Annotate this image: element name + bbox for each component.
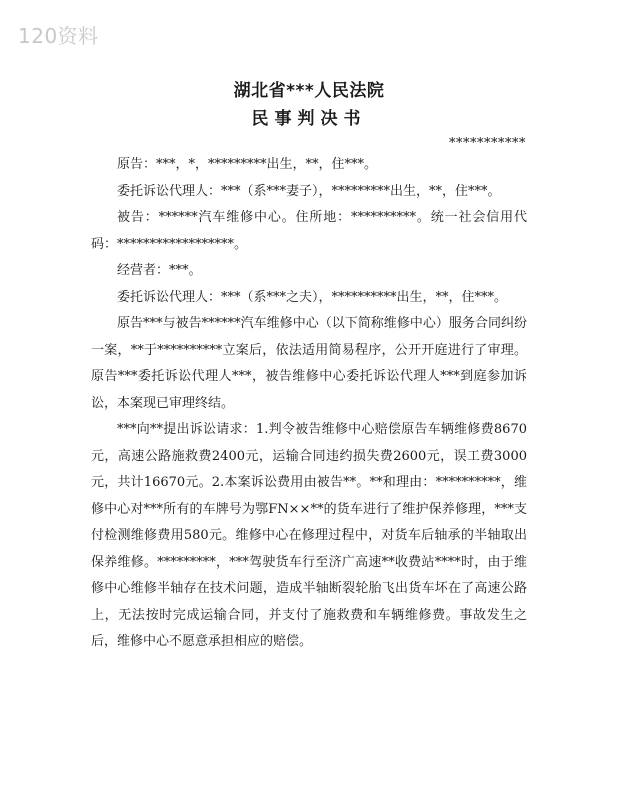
case-number: *********** <box>449 136 526 151</box>
document-title: 民事判决书 <box>251 109 367 129</box>
plaintiff-paragraph: 原告：***，*，*********出生，**，住***。 <box>117 157 378 172</box>
watermark-logo: 120资料 <box>18 24 99 48</box>
case-overview-paragraph: 原告***与被告******汽车维修中心（以下简称维修中心）服务合同纠纷一案，**于**********立案后，依法适用简易程序，公开开庭进行了审理。原告***委托诉讼代理人***，被告维修中心委托诉讼代理人***到庭参加诉讼，本案现已审理终结。 <box>91 316 527 411</box>
operator-paragraph: 经营者：***。 <box>117 263 202 278</box>
judgment-body <box>91 152 527 656</box>
defendant-agent-paragraph: 委托诉讼代理人：***（系***之夫），**********出生，**，住***。 <box>117 289 508 305</box>
court-title: 湖北省***人民法院 <box>233 81 385 101</box>
defendant-paragraph: 被告：******汽车维修中心。住所地：**********。统一社会信用代码：******************。 <box>91 210 527 252</box>
claims-paragraph: ***向**提出诉讼请求：1.判令被告维修中心赔偿原告车辆维修费8670元，高速公路施救费2400元，运输合同违约损失费2600元，误工费3000元，共计16670元。2.本案诉讼费用由被告**。**和理由：**********，维修中心对***所有的车牌号为鄂FN××**的货车进行了维护保养修理，***支付检测维修费用580元。维修中心在修理过程中，对货车后轴承的半轴取出保养维修。*********，***驾驶货车行至济广高速**收费站****时，由于维修中心维修半轴存在技术问题，造成半轴断裂轮胎飞出货车坏在了高速公路上，无法按时完成运输合同，并支付了施救费和车辆维修费。事故发生之后，维修中心不愿意承担相应的赔偿。 <box>91 422 527 649</box>
plaintiff-agent-paragraph: 委托诉讼代理人：***（系***妻子），*********出生，**，住***。 <box>117 183 501 199</box>
